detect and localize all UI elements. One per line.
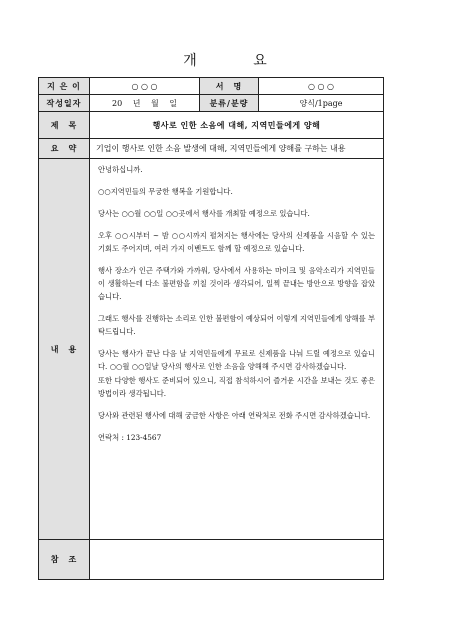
content-paragraph: 당사는 행사가 끝난 다음 날 지역민들에게 무료로 신제품을 나눠 드릴 예정으로 있습니다. ○○월 ○○일날 당사의 행사로 인한 소음을 양해해 주시면 감사하겠습니다. (98, 349, 375, 371)
date-row (39, 95, 384, 112)
summary-row (39, 139, 384, 159)
subject-label: 제 목 (39, 112, 90, 139)
content-paragraph: 당사는 ○○월 ○○일 ○○곳에서 행사를 개최할 예정으로 있습니다. (98, 209, 310, 218)
document-form-table (38, 77, 384, 580)
sign-value: ○ ○ ○ (259, 78, 384, 95)
author-row (39, 78, 384, 95)
sign-label: 서 명 (200, 78, 259, 95)
summary-value: 기업이 행사로 인한 소음 발생에 대해, 지역민들에게 양해를 구하는 내용 (90, 139, 384, 159)
content-label: 내 용 (39, 159, 90, 540)
date-value: 20 년 월 일 (90, 95, 200, 112)
content-paragraph: 그래도 행사를 진행하는 소리로 인한 불편함이 예상되어 이렇게 지역민들에게 양해를 부탁드립니다. (98, 314, 375, 336)
contact-line: 연락처 : 123-4567 (98, 433, 162, 442)
content-body (90, 159, 384, 540)
category-label: 분류/분량 (200, 95, 259, 112)
content-paragraph: 행사 장소가 인근 주택가와 가까워, 당사에서 사용하는 마이크 및 음악소리가 지역민들이 생활하는데 다소 불편함을 끼칠 것이라 생각되어, 일찍 끝내는 방안으로 방향을 잡았습니다. (98, 266, 375, 301)
subject-value: 행사로 인한 소음에 대해, 지역민들에게 양해 (90, 112, 384, 139)
reference-value (90, 540, 384, 580)
summary-label: 요 약 (39, 139, 90, 159)
content-paragraph: 안녕하십니까. (98, 165, 143, 174)
subject-row (39, 112, 384, 139)
category-value: 양식/1page (259, 95, 384, 112)
author-label: 지 은 이 (39, 78, 90, 95)
content-paragraph: 당사와 관련된 행사에 대해 궁금한 사항은 아래 연락처로 전화 주시면 감사하겠습니다. (98, 411, 371, 420)
document-title: 개 요 (183, 53, 293, 69)
date-label: 작성일자 (39, 95, 90, 112)
reference-label: 참 조 (39, 540, 90, 580)
content-row (39, 159, 384, 540)
content-paragraph: 오후 ○○시부터 ~ 밤 ○○시까지 펼쳐지는 행사에는 당사의 신제품을 시음할 수 있는 기회도 주어지며, 여러 가지 이벤트도 함께 할 예정으로 있습니다. (98, 231, 375, 253)
author-value: ○ ○ ○ (90, 78, 200, 95)
content-paragraph: 또한 다양한 행사도 준비되어 있으니, 직접 참석하시어 즐거운 시간을 보내는 것도 좋은 방법이라 생각됩니다. (98, 376, 375, 398)
reference-row (39, 540, 384, 580)
content-paragraph: ○○지역민들의 무궁한 행복을 기원합니다. (98, 187, 233, 196)
